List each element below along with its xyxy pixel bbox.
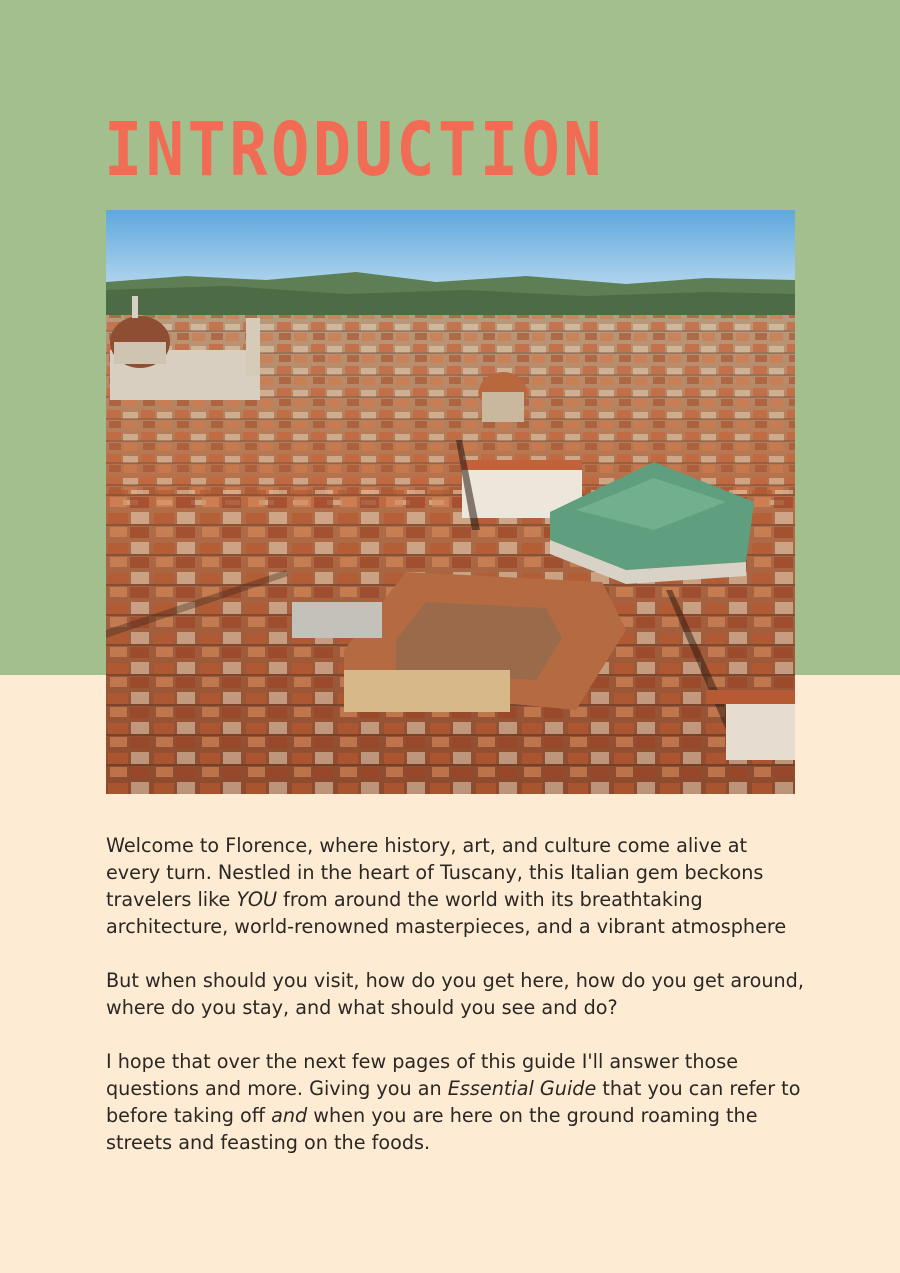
paragraph-3-text-b: that you can refer to before taking off [106, 1077, 801, 1127]
paragraph-3-text-a: I hope that over the next few pages of this guide I'll answer those questions and more. Giving you an [106, 1050, 739, 1100]
paragraph-3-text-c: when you are here on the ground roaming the streets and feasting on the foods. [106, 1104, 758, 1154]
paragraph-3-emphasis-guide: Essential Guide [447, 1077, 597, 1100]
paragraph-2-text: But when should you visit, how do you get here, how do you get around, where do you stay, and what should you see and do? [106, 969, 804, 1019]
paragraph-1-text-a: Welcome to Florence, where history, art, and culture come alive at every turn. Nestled in the heart of Tuscany, this Italian gem beckons travelers like [106, 834, 764, 911]
intro-paragraph-3 [106, 1048, 806, 1156]
intro-body [106, 832, 806, 1183]
florence-aerial-photo [106, 210, 795, 794]
intro-paragraph-2 [106, 967, 806, 1021]
paragraph-1-text-b: from around the world with its breathtaking architecture, world-renowned masterpieces, and a vibrant atmosphere [106, 888, 787, 938]
paragraph-1-emphasis: YOU [236, 888, 277, 911]
page-title: INTRODUCTION [104, 107, 606, 193]
paragraph-3-emphasis-and: and [271, 1104, 308, 1127]
intro-paragraph-1 [106, 832, 806, 940]
